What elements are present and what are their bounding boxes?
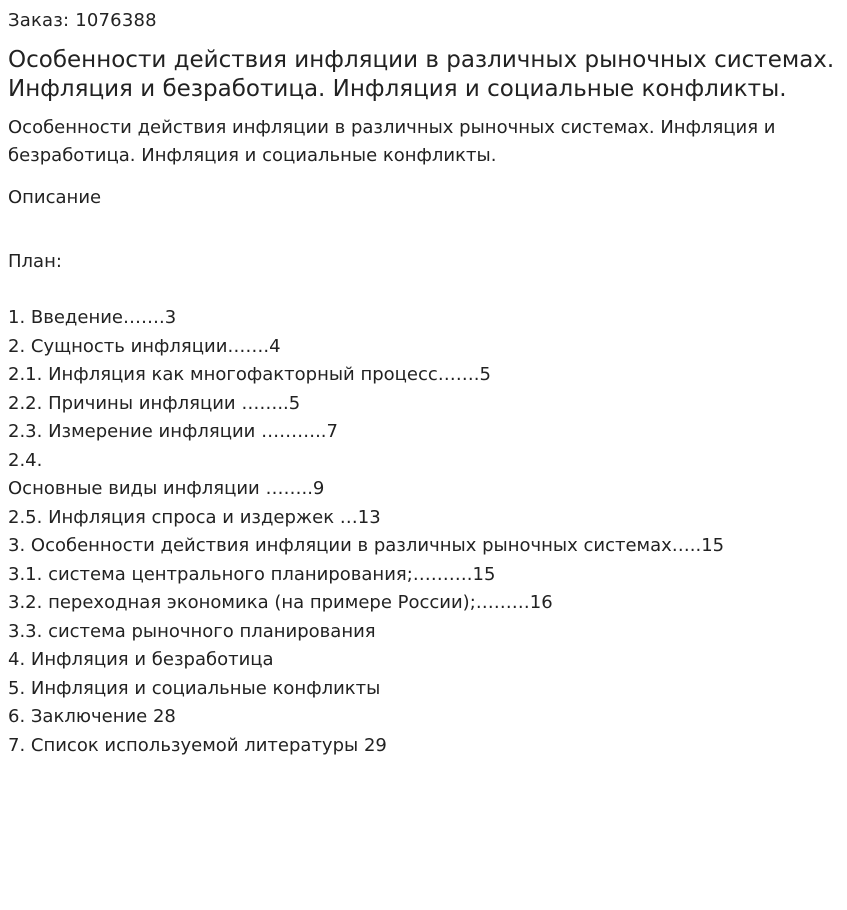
description-heading: Описание xyxy=(8,187,102,208)
plan-item: Основные виды инфляции ……..9 xyxy=(8,478,325,499)
plan-item: 2.2. Причины инфляции ……..5 xyxy=(8,392,301,414)
page-title: Особенности действия инфляции в различных рыночных системах. Инфляция и безработица. Инфляция и социальные конфликты. xyxy=(8,47,835,102)
plan-item: 4. Инфляция и безработица xyxy=(8,649,274,670)
plan-item: 6. Заключение 28 xyxy=(8,706,176,727)
plan-item: 2.4. xyxy=(8,449,43,471)
plan-item: 2. Сущность инфляции…….4 xyxy=(8,335,281,357)
lead-paragraph: Особенности действия инфляции в различных рыночных системах. Инфляция и безработица. Инфляция и социальные конфликты. xyxy=(8,117,776,166)
plan-item: 1. Введение…….3 xyxy=(8,307,177,328)
plan-item: 5. Инфляция и социальные конфликты xyxy=(8,677,381,699)
plan-item: 3. Особенности действия инфляции в различных рыночных системах…..15 xyxy=(8,535,725,556)
plan-item: 3.3. система рыночного планирования xyxy=(8,620,376,642)
plan-list xyxy=(8,304,839,760)
plan-item: 2.5. Инфляция спроса и издержек …13 xyxy=(8,506,381,528)
plan-item: 7. Список используемой литературы 29 xyxy=(8,734,387,756)
plan-item: 3.2. переходная экономика (на примере России);………16 xyxy=(8,592,553,613)
plan-item: 2.3. Измерение инфляции ………..7 xyxy=(8,421,338,442)
plan-label: План: xyxy=(8,251,62,272)
plan-item: 2.1. Инфляция как многофакторный процесс…….5 xyxy=(8,364,491,385)
order-number: Заказ: 1076388 xyxy=(8,10,157,31)
plan-item: 3.1. система центрального планирования;……….15 xyxy=(8,563,496,585)
